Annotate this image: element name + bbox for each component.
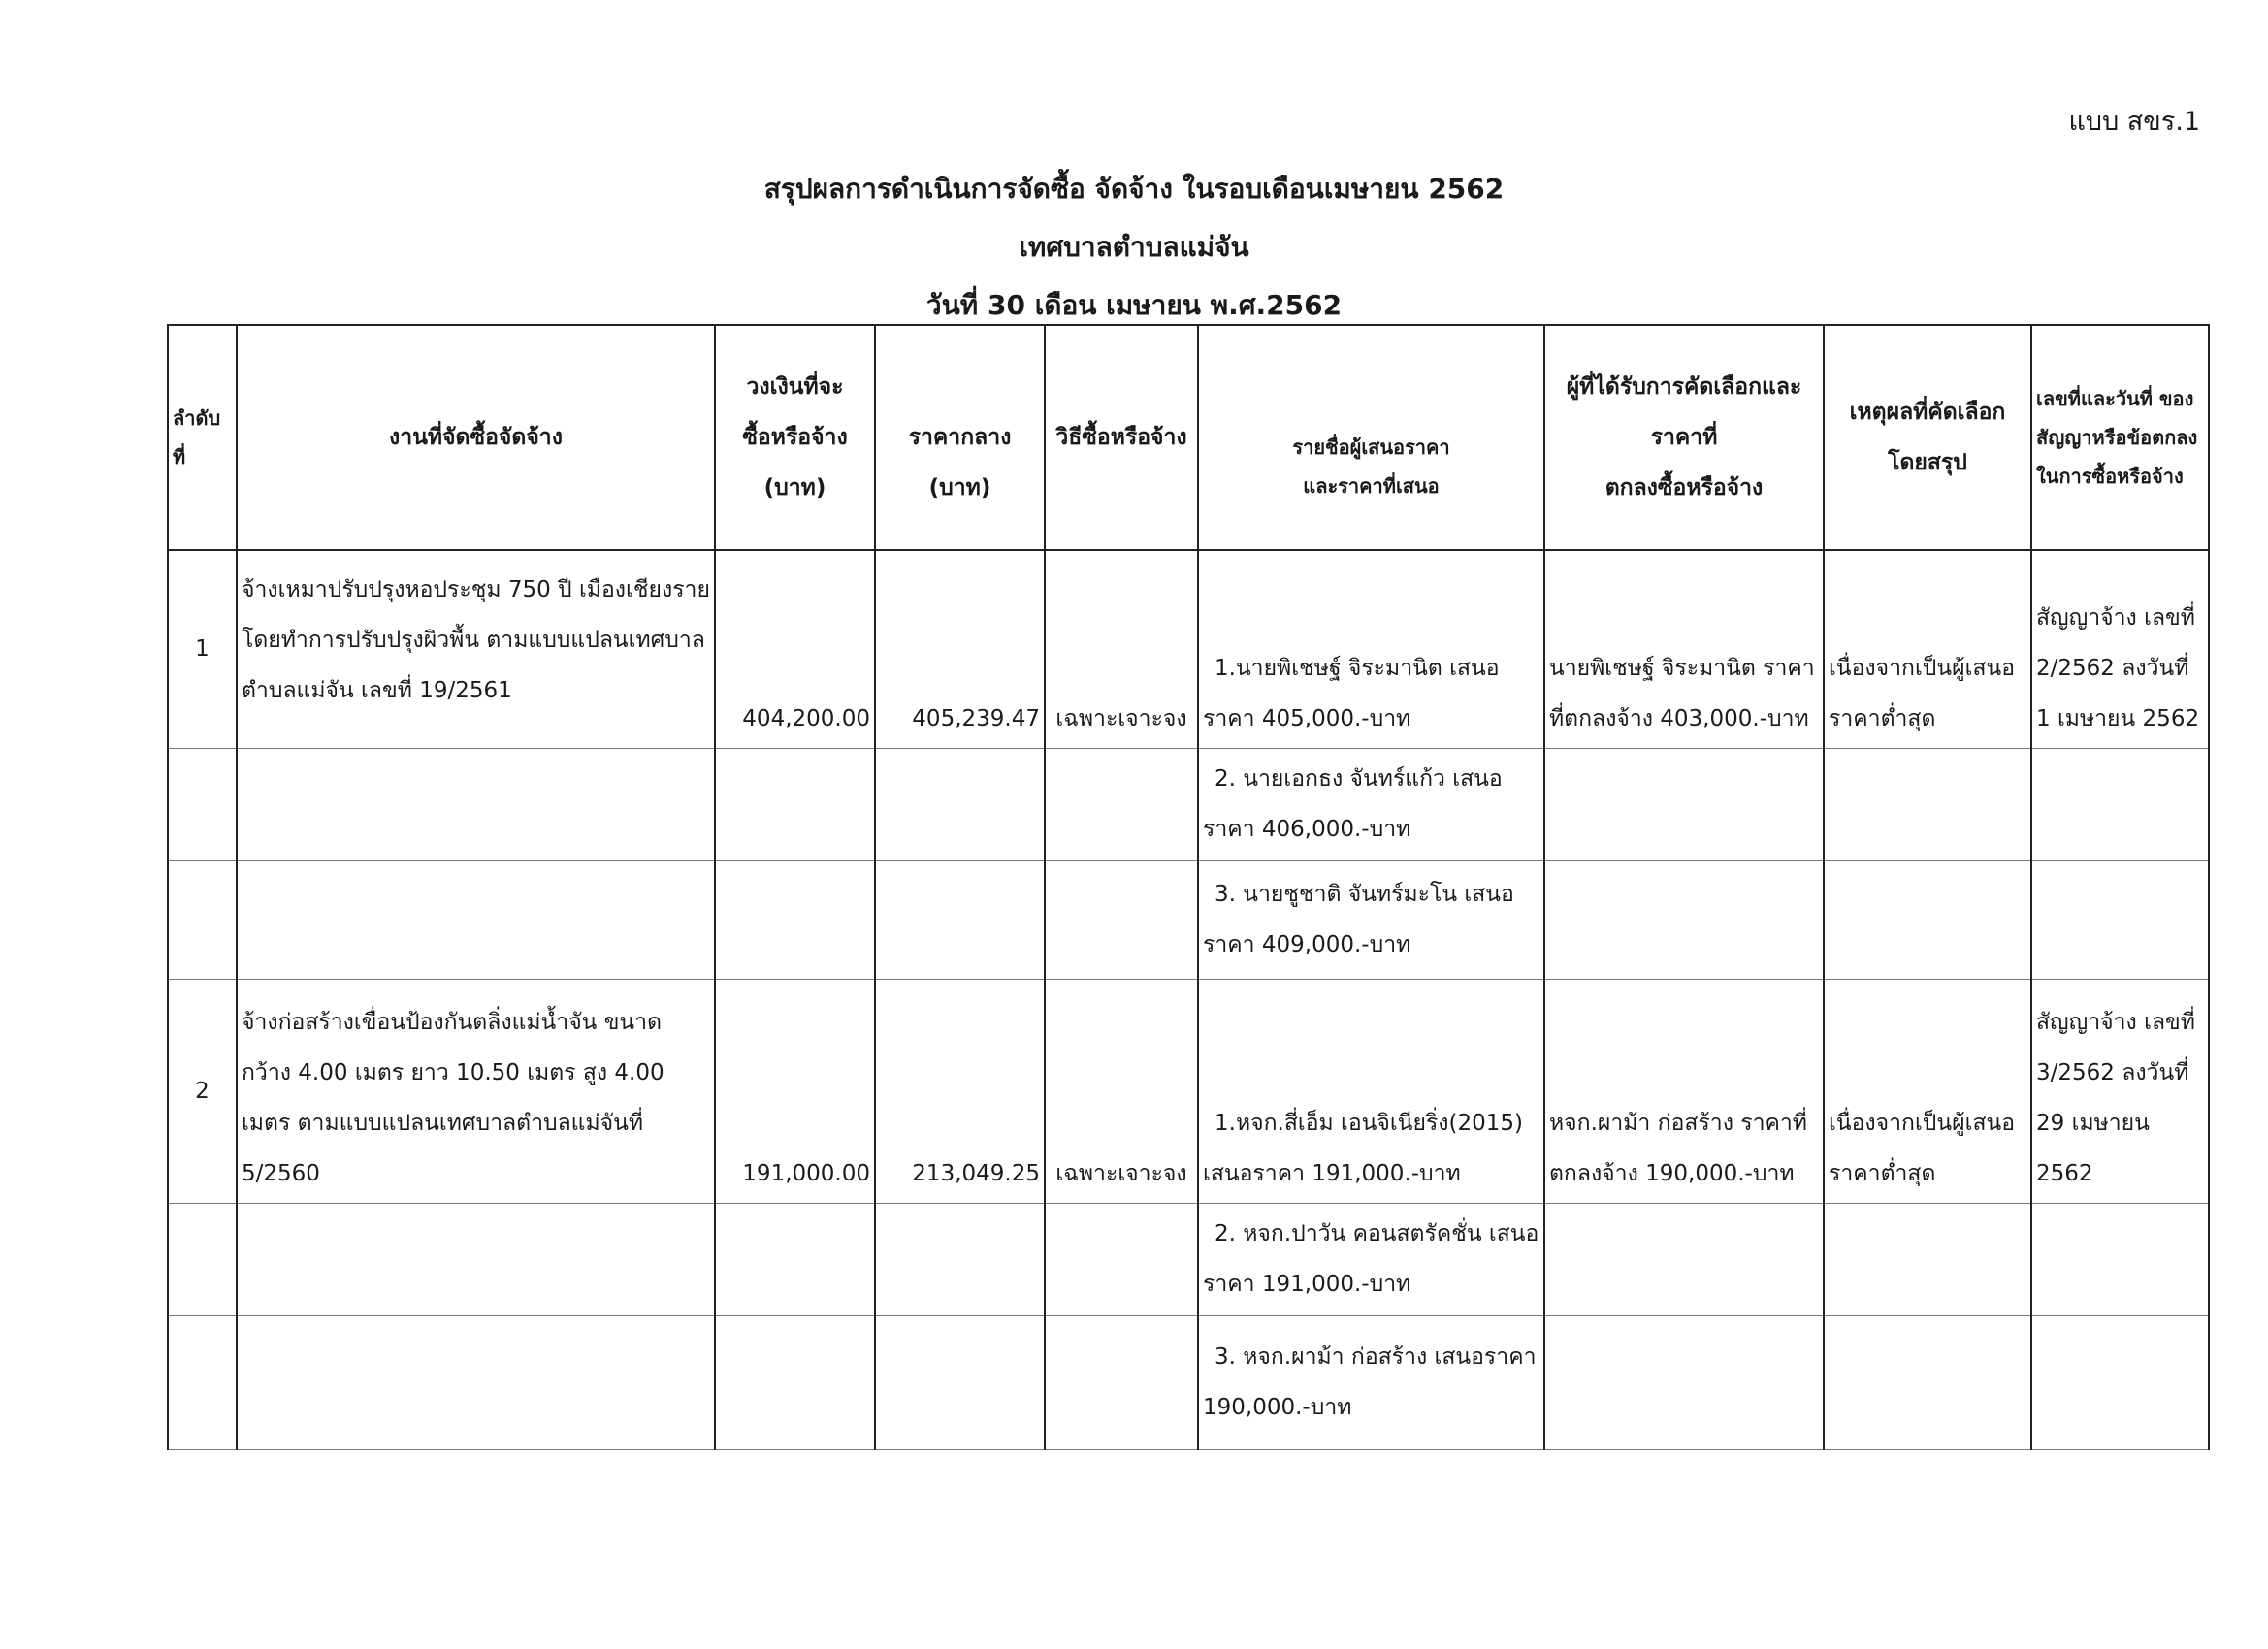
item-contract: สัญญาจ้าง เลขที่ 2/2562 ลงวันที่ 1 เมษายน 2562 xyxy=(2031,550,2209,748)
header-selected-line1: ผู้ที่ได้รับการคัดเลือกและ xyxy=(1566,374,1802,400)
header-reason-line2: โดยสรุป xyxy=(1888,450,1967,475)
document-title: สรุปผลการดำเนินการจัดซื้อ จัดจ้าง ในรอบเดือนเมษายน 2562 xyxy=(763,173,1505,205)
item-work: จ้างก่อสร้างเขื่อนป้องกันตลิ่งแม่น้ำจัน ขนาดกว้าง 4.00 เมตร ยาว 10.50 เมตร สูง 4.00 เมตร ตามแบบแปลนเทศบาลตำบลแม่จันที่ 5/2560 xyxy=(237,979,715,1203)
table-row xyxy=(168,1315,2209,1449)
table-row xyxy=(168,550,2209,748)
header-reason xyxy=(1824,325,2031,550)
header-seq: ลำดับที่ xyxy=(168,325,237,550)
header-budget xyxy=(715,325,875,550)
item-budget: 191,000.00 xyxy=(715,979,875,1203)
header-work: งานที่จัดซื้อจัดจ้าง xyxy=(237,325,715,550)
header-contract xyxy=(2031,325,2209,550)
table-row xyxy=(168,748,2209,860)
item-reason: เนื่องจากเป็นผู้เสนอราคาต่ำสุด xyxy=(1824,979,2031,1203)
item-bidder: 3. หจก.ผาม้า ก่อสร้าง เสนอราคา 190,000.-บาท xyxy=(1198,1315,1544,1449)
table-row xyxy=(168,860,2209,979)
item-contract: สัญญาจ้าง เลขที่ 3/2562 ลงวันที่ 29 เมษายน 2562 xyxy=(2031,979,2209,1203)
header-bidders-line2: และราคาที่เสนอ xyxy=(1303,474,1440,498)
item-bidder: 1.นายพิเชษฐ์ จิระมานิต เสนอราคา 405,000.-บาท xyxy=(1198,550,1544,748)
header-selected-line3: ตกลงซื้อหรือจ้าง xyxy=(1604,475,1764,501)
item-bidder: 1.หจก.สี่เอ็ม เอนจิเนียริ่ง(2015) เสนอราคา 191,000.-บาท xyxy=(1198,979,1544,1203)
table-row xyxy=(168,979,2209,1203)
item-median: 405,239.47 xyxy=(875,550,1045,748)
header-bidders xyxy=(1198,325,1544,550)
header-budget-line1: วงเงินที่จะ xyxy=(746,374,844,400)
item-selected: นายพิเชษฐ์ จิระมานิต ราคาที่ตกลงจ้าง 403,000.-บาท xyxy=(1544,550,1824,748)
header-reason-line1: เหตุผลที่คัดเลือก xyxy=(1849,400,2006,425)
item-seq: 1 xyxy=(168,550,237,748)
header-budget-line3: (บาท) xyxy=(763,475,826,501)
item-seq: 2 xyxy=(168,979,237,1203)
header-median xyxy=(875,325,1045,550)
header-median-line2: (บาท) xyxy=(928,475,991,501)
item-bidder: 2. หจก.ปาวัน คอนสตรัคชั่น เสนอราคา 191,000.-บาท xyxy=(1198,1203,1544,1315)
header-contract-line3: ในการซื้อหรือจ้าง xyxy=(2036,465,2184,488)
report-date: วันที่ 30 เดือน เมษายน พ.ศ.2562 xyxy=(925,289,1343,321)
document-header xyxy=(0,160,2268,335)
header-selected-line2: ราคาที่ xyxy=(1650,425,1718,450)
organization-name: เทศบาลตำบลแม่จัน xyxy=(1019,231,1249,263)
header-contract-line2: สัญญาหรือข้อตกลง xyxy=(2036,426,2198,449)
item-median: 213,049.25 xyxy=(875,979,1045,1203)
header-bidders-line1: รายชื่อผู้เสนอราคา xyxy=(1292,436,1450,459)
item-selected: หจก.ผาม้า ก่อสร้าง ราคาที่ตกลงจ้าง 190,000.-บาท xyxy=(1544,979,1824,1203)
item-budget: 404,200.00 xyxy=(715,550,875,748)
item-bidder: 3. นายชูชาติ จันทร์มะโน เสนอราคา 409,000.-บาท xyxy=(1198,860,1544,979)
header-method: วิธีซื้อหรือจ้าง xyxy=(1045,325,1198,550)
header-selected xyxy=(1544,325,1824,550)
header-median-line1: ราคากลาง xyxy=(908,425,1012,450)
item-method: เฉพาะเจาะจง xyxy=(1045,550,1198,748)
table-row xyxy=(168,1203,2209,1315)
header-row xyxy=(168,325,2209,550)
item-reason: เนื่องจากเป็นผู้เสนอราคาต่ำสุด xyxy=(1824,550,2031,748)
header-contract-line1: เลขที่และวันที่ ของ xyxy=(2036,387,2194,410)
item-work: จ้างเหมาปรับปรุงหอประชุม 750 ปี เมืองเชียงราย โดยทำการปรับปรุงผิวพื้น ตามแบบแปลนเทศบาลตำบลแม่จัน เลขที่ 19/2561 xyxy=(237,550,715,748)
header-budget-line2: ซื้อหรือจ้าง xyxy=(742,425,848,450)
procurement-table xyxy=(167,324,2210,1450)
item-method: เฉพาะเจาะจง xyxy=(1045,979,1198,1203)
item-bidder: 2. นายเอกธง จันทร์แก้ว เสนอราคา 406,000.-บาท xyxy=(1198,748,1544,860)
form-code: แบบ สขร.1 xyxy=(2068,107,2200,137)
